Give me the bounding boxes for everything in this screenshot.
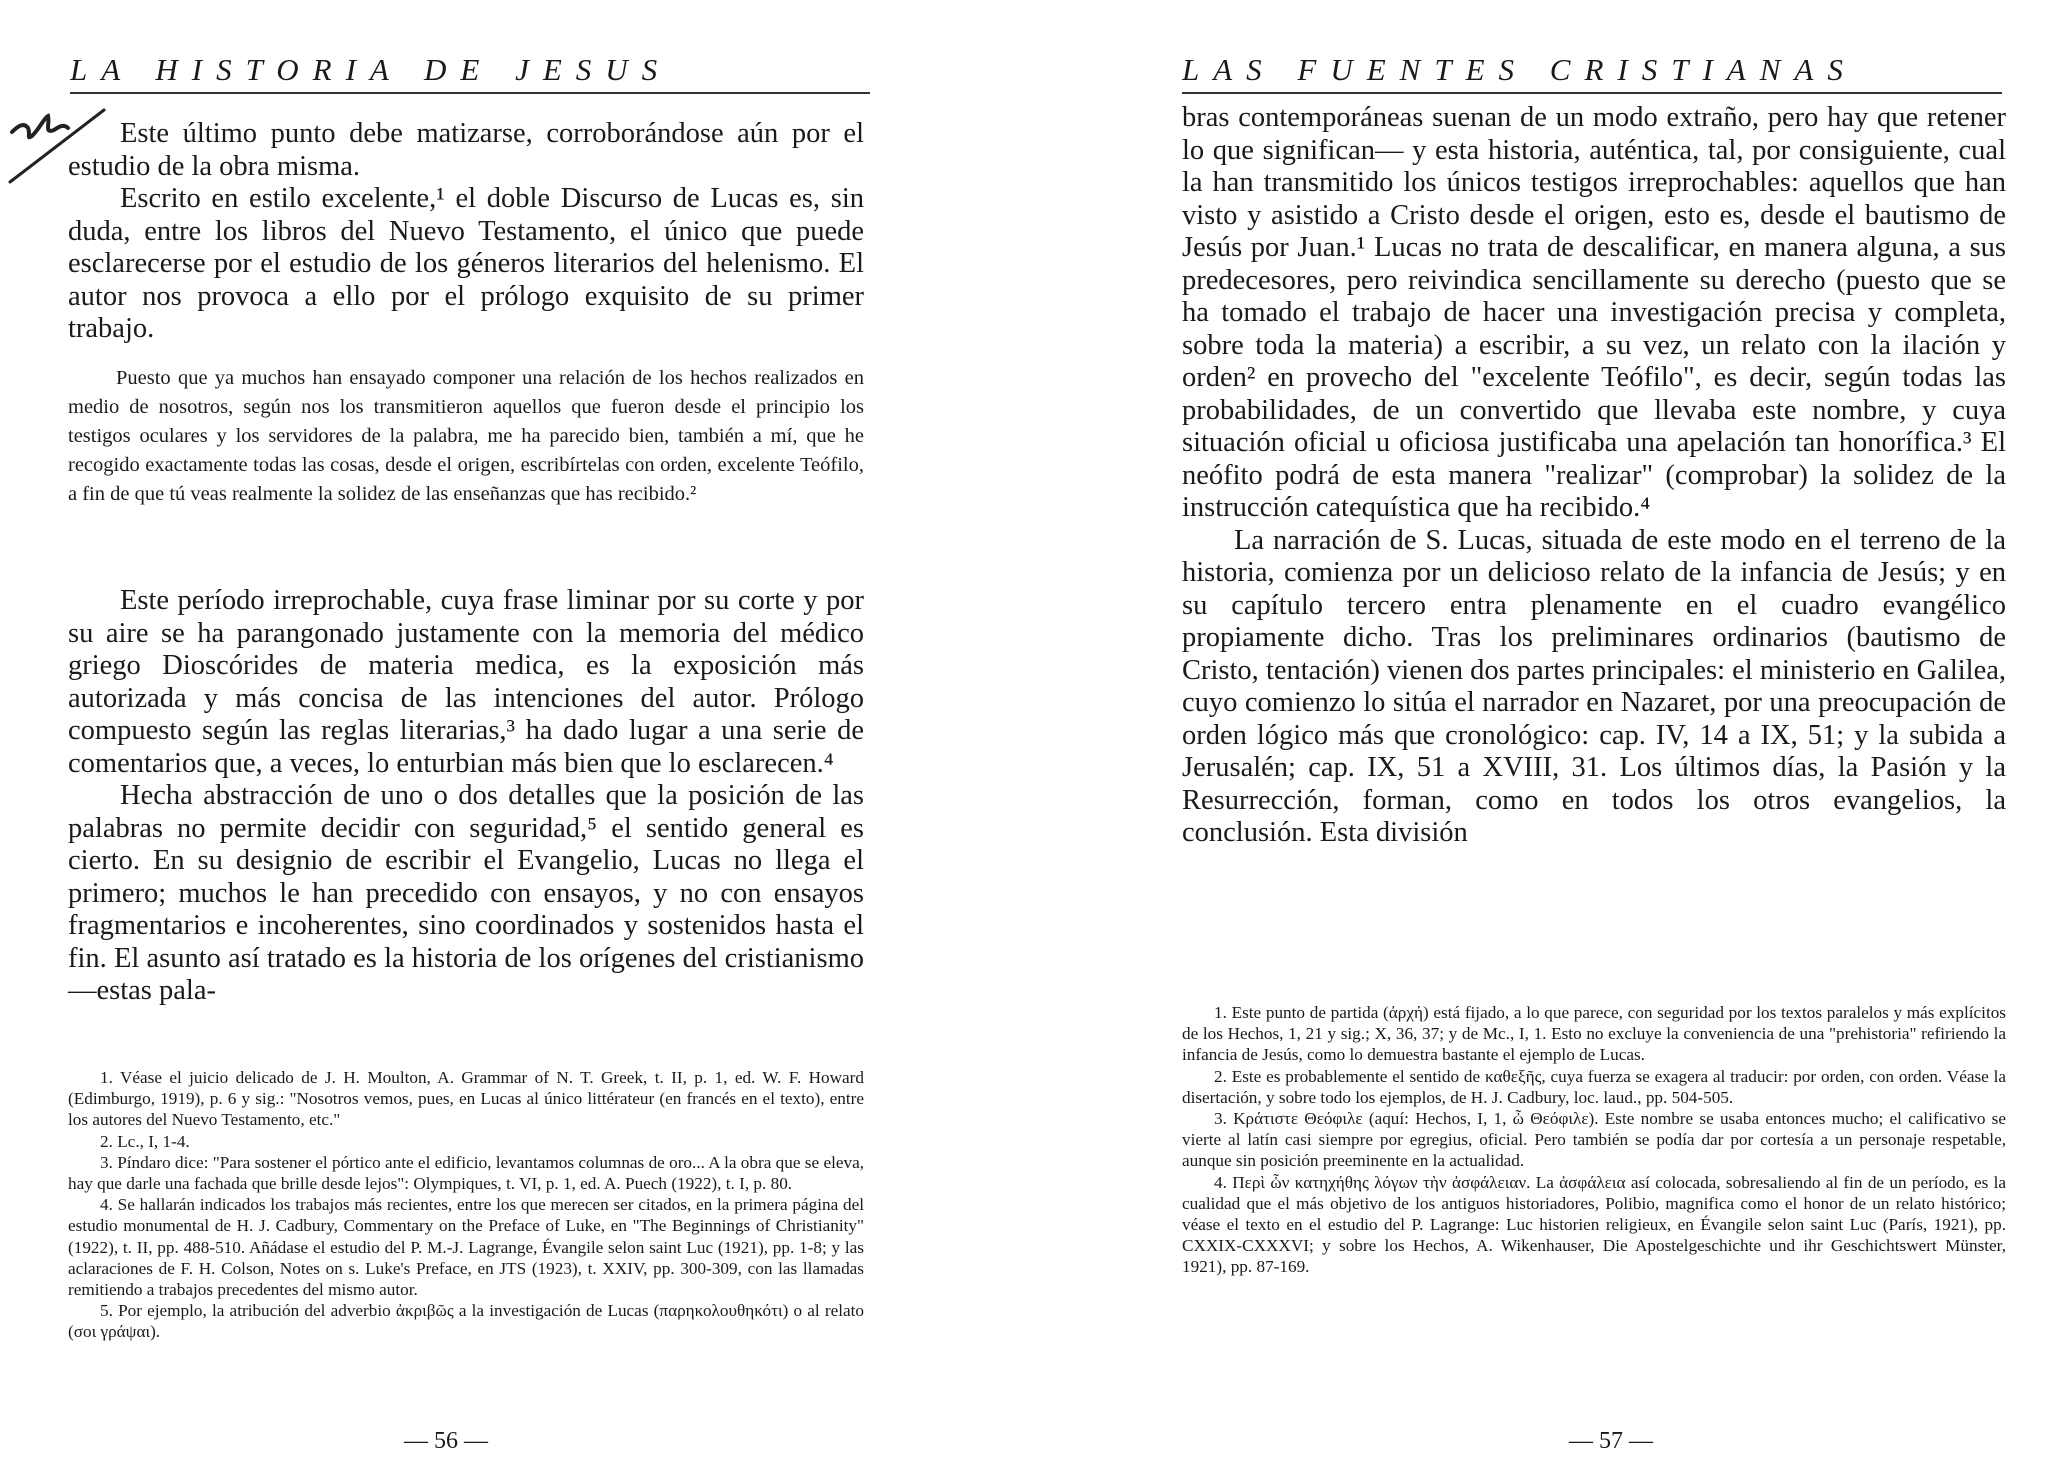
footnote: 2. Este es probablemente el sentido de καθεξῆς, cuya fuerza se exagera al traducir: por orden, con orden. Véase la disertación, y sobre todo los ejemplos, de H. J. Cadbury, loc. laud., pp. 504-505. <box>1182 1066 2006 1107</box>
left-paragraph-4: Hecha abstracción de uno o dos detalles que la posición de las palabras no permite decidir con seguridad,⁵ el sentido general es cierto. En su designio de escribir el Evangelio, Lucas no llega el primero; muchos le han precedido con ensayos, y no con ensayos fragmentarios e incoherentes, sino coordinados y sostenidos hasta el fin. El asunto así tratado es la historia de los orígenes del cristianismo —estas pala- <box>68 780 864 1006</box>
running-head-right: LAS FUENTES CRISTIANAS <box>1182 52 2002 94</box>
footnote: 4. Se hallarán indicados los trabajos más recientes, entre los que merecen ser citados, en la primera página del estudio monumental de H. J. Cadbury, Commentary on the Preface of Luke, en "The Beginnings of Christianity" (1922), t. II, pp. 488-510. Añádase el estudio del P. M.-J. Lagrange, Évangile selon saint Luc (1921), pp. 1-8; y las aclaraciones de F. H. Colson, Notes on s. Luke's Preface, en JTS (1923), t. XXIV, pp. 300-309, con las llamadas remitiendo a trabajos precedentes del mismo autor. <box>68 1195 864 1300</box>
footnote: 1. Véase el juicio delicado de J. H. Moulton, A. Grammar of N. T. Greek, t. II, p. 1, ed. W. F. Howard (Edimburgo, 1919), p. 6 y sig.: "Nosotros vemos, pues, en Lucas al único littérateur (en francés en el texto), entre los autores del Nuevo Testamento, etc." <box>68 1068 864 1130</box>
left-footnotes <box>68 1067 864 1343</box>
footnote: 5. Por ejemplo, la atribución del adverbio ἀκριβῶς a la investigación de Lucas (παρηκολουθηκότι) o al relato (σοι γράψαι). <box>68 1301 864 1342</box>
left-paragraph-2: Escrito en estilo excelente,¹ el doble Discurso de Lucas es, sin duda, entre los libros del Nuevo Testamento, el único que puede esclarecerse por el estudio de los géneros literarios del helenismo. El autor nos provoca a ello por el prólogo exquisito de su primer trabajo. <box>68 183 864 344</box>
left-paragraph-3: Este período irreprochable, cuya frase liminar por su corte y por su aire se ha parangonado justamente con la memoria del médico griego Dioscórides de materia medica, es la exposición más autorizada y más concisa de las intenciones del autor. Prólogo compuesto según las reglas literarias,³ ha dado lugar a una serie de comentarios que, a veces, lo enturbian más bien que lo esclarecen.⁴ <box>68 585 864 779</box>
footnote: 3. Κράτιστε Θεόφιλε (aquí: Hechos, I, 1, ὦ Θεόφιλε). Este nombre se usaba entonces mucho; el calificativo se vierte al latín casi siempre por egregius, oficial. Pero también se podía dar por cortesía a un personaje respetable, aunque sin posición preeminente en la actualidad. <box>1182 1109 2006 1171</box>
quote-text: Puesto que ya muchos han ensayado componer una relación de los hechos realizados en medio de nosotros, según nos los transmitieron aquellos que fueron desde el principio los testigos oculares y los servidores de la palabra, me ha parecido bien, también a mí, que he recogido exactamente todas las cosas, desde el origen, escribírtelas con orden, excelente Teófilo, a fin de que tú veas realmente la solidez de las enseñanzas que has recibido.² <box>68 367 864 505</box>
footnote: 1. Este punto de partida (ἀρχή) está fijado, a lo que parece, con seguridad por los textos paralelos y más explícitos de los Hechos, 1, 21 y sig.; X, 36, 37; y de Mc., I, 1. Esto no excluye la conveniencia de una "prehistoria" refiriendo la infancia de Jesús, como lo demuestra bastante el ejemplo de Lucas. <box>1182 1003 2006 1065</box>
right-body <box>1182 102 2006 850</box>
luke-prologue-quote <box>68 364 864 509</box>
page-number-left: — 56 — <box>404 1428 488 1454</box>
footnote: 4. Περὶ ὧν κατηχήθης λόγων τὴν ἀσφάλειαν. La ἀσφάλεια así colocada, sobresaliendo al fin de un período, es la cualidad que el más objetivo de los antiguos historiadores, Polibio, magnifica como el honor de un relato histórico; véase el texto en el estudio del P. Lagrange: Luc historien religieux, en Évangile selon saint Luc (París, 1921), pp. CXXIX-CXXXVI; y sobre los Hechos, A. Wikenhauser, Die Apostelgeschichte und ihr Geschichtswert Münster, 1921), pp. 87-169. <box>1182 1172 2006 1277</box>
footnote: 3. Píndaro dice: "Para sostener el pórtico ante el edificio, levantamos columnas de oro... A la obra que se eleva, hay que darle una fachada que brille desde lejos": Olympiques, t. VI, p. 1, ed. A. Puech (1922), t. I, p. 80. <box>68 1152 864 1194</box>
right-page <box>1024 0 2048 1477</box>
right-footnotes <box>1182 1002 2006 1278</box>
right-paragraph-1: bras contemporáneas suenan de un modo extraño, pero hay que retener lo que significan— y esta historia, auténtica, tal, por consiguiente, cual la han transmitido los únicos testigos irreprochables: aquellos que han visto y asistido a Cristo desde el origen, esto es, desde el bautismo de Jesús por Juan.¹ Lucas no trata de descalificar, en manera alguna, a sus predecesores, pero reivindica sencillamente su derecho (puesto que se ha tomado el trabajo de hacer una investigación precisa y completa, sobre toda la materia) a escribir, a su vez, un relato con la ilación y orden² en provecho del "excelente Teófilo", es decir, según todas las probabilidades, de un convertido que llevaba este nombre, y cuya situación oficial u oficiosa justificaba una apelación tan honorífica.³ El neófito podrá de esta manera "realizar" (comprobar) la solidez de la instrucción catequística que ha recibido.⁴ <box>1182 102 2006 523</box>
right-paragraph-2: La narración de S. Lucas, situada de este modo en el terreno de la historia, comienza por un delicioso relato de la infancia de Jesús; y en su capítulo tercero entra plenamente en el cuadro evangélico propiamente dicho. Tras los preliminares ordinarios (bautismo de Cristo, tentación) vienen dos partes principales: el ministerio en Galilea, cuyo comienzo lo sitúa el narrador en Nazaret, por una preocupación de orden lógico más que cronológico: cap. IV, 14 a IX, 51; y la subida a Jerusalén; cap. IX, 51 a XVIII, 31. Los últimos días, la Pasión y la Resurrección, forman, como en todos los otros evangelios, la conclusión. Esta división <box>1182 524 2006 848</box>
left-body-continuation <box>68 585 864 1008</box>
footnote: 2. Lc., I, 1-4. <box>100 1131 190 1151</box>
left-paragraph-1: Este último punto debe matizarse, corroborándose aún por el estudio de la obra misma. <box>68 118 864 182</box>
left-body-opening <box>68 118 864 346</box>
page-number-right: — 57 — <box>1569 1428 1653 1454</box>
running-head-left: LA HISTORIA DE JESUS <box>70 52 870 94</box>
